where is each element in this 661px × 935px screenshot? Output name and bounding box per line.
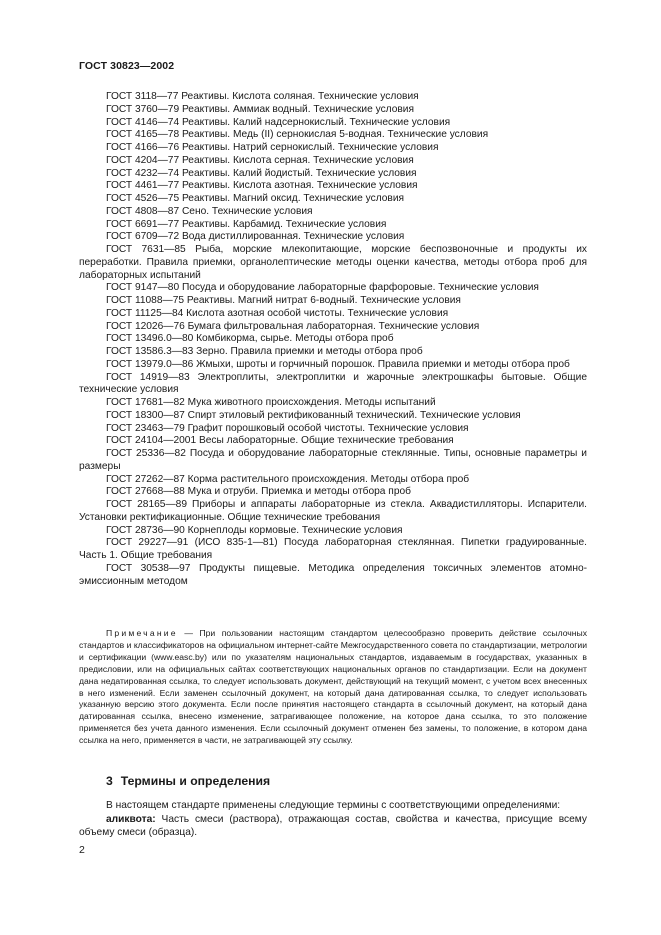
section-body — [79, 799, 587, 840]
reference-item: ГОСТ 4232—74 Реактивы. Калий йодистый. Технические условия — [106, 167, 417, 179]
reference-item: ГОСТ 6691—77 Реактивы. Карбамид. Технические условия — [106, 218, 387, 230]
reference-item: ГОСТ 23463—79 Графит порошковый особой чистоты. Технические условия — [106, 422, 469, 434]
reference-item: ГОСТ 28736—90 Корнеплоды кормовые. Технические условия — [106, 524, 403, 536]
document-header: ГОСТ 30823—2002 — [79, 60, 175, 72]
section-heading — [106, 774, 270, 788]
reference-item: ГОСТ 9147—80 Посуда и оборудование лабораторные фарфоровые. Технические условия — [106, 282, 539, 294]
reference-item: ГОСТ 29227—91 (ИСО 835-1—81) Посуда лабораторная стеклянная. Пипетки градуированные. Часть 1. Общие требования — [79, 537, 587, 561]
reference-item: ГОСТ 25336—82 Посуда и оборудование лабораторные стеклянные. Типы, основные параметры и размеры — [79, 448, 587, 472]
reference-item: ГОСТ 27668—88 Мука и отруби. Приемка и методы отбора проб — [106, 486, 411, 498]
note-paragraph — [79, 628, 587, 747]
definition-term: аликвота: — [106, 813, 156, 825]
reference-item: ГОСТ 11125—84 Кислота азотная особой чистоты. Технические условия — [106, 307, 449, 319]
note-text: — При пользовании настоящим стандартом целесообразно проверить действие ссылочных стандартов и классификаторов на официальном интернет-сайте Межгосударственного совета по стандартизации, метрологии и сертификации (www.easc.by) или по указателям национальных стандартов, издаваемым в государствах, указанных в предисловии, или на официальных сайтах соответствующих национальных органов по стандартизации. Если на документ дана недатированная ссылка, то следует использовать документ, действующий на текущий момент, с учетом всех внесенных в него изменений. Если заменен ссылочный документ, на который дана датированная ссылка, то следует использовать указанную версию этого документа. Если после принятия настоящего стандарта в ссылочный документ, на который дана датированная ссылка, внесено изменение, затрагивающее положение, на которое дана ссылка, то это положение применяется без учета данного изменения. Если ссылочный документ отменен без замены, то положение, в котором дана ссылка на него, применяется в части, не затрагивающей эту ссылку. — [79, 628, 587, 746]
reference-item: ГОСТ 4808—87 Сено. Технические условия — [106, 205, 313, 217]
page-number: 2 — [79, 844, 85, 856]
reference-item: ГОСТ 3760—79 Реактивы. Аммиак водный. Технические условия — [106, 103, 415, 115]
reference-item: ГОСТ 27262—87 Корма растительного происхождения. Методы отбора проб — [106, 473, 470, 485]
reference-item: ГОСТ 13979.0—86 Жмыхи, шроты и горчичный порошок. Правила приемки и методы отбора проб — [106, 358, 570, 370]
reference-item: ГОСТ 13496.0—80 Комбикорма, сырье. Методы отбора проб — [106, 333, 394, 345]
reference-item: ГОСТ 7631—85 Рыба, морские млекопитающие, морские беспозвоночные и продукты их переработки. Правила приемки, органолептические методы оценки качества, методы отбора проб для лабораторных испытаний — [79, 244, 587, 281]
reference-item: ГОСТ 3118—77 Реактивы. Кислота соляная. Технические условия — [106, 91, 419, 102]
normative-references-list — [79, 91, 587, 588]
note-label: Примечание — [106, 628, 178, 638]
section-number: 3 — [106, 774, 113, 788]
reference-item: ГОСТ 18300—87 Спирт этиловый ректификованный технический. Технические условия — [106, 409, 521, 421]
reference-item: ГОСТ 30538—97 Продукты пищевые. Методика определения токсичных элементов атомно-эмиссионным методом — [79, 562, 587, 587]
reference-item: ГОСТ 13586.3—83 Зерно. Правила приемки и методы отбора проб — [106, 346, 423, 357]
reference-item: ГОСТ 11088—75 Реактивы. Магний нитрат 6-водный. Технические условия — [106, 295, 461, 306]
reference-item: ГОСТ 6709—72 Вода дистиллированная. Технические условия — [106, 231, 405, 243]
intro-paragraph: В настоящем стандарте применены следующие термины с соответствующими определениями: — [106, 800, 561, 811]
reference-item: ГОСТ 4204—77 Реактивы. Кислота серная. Технические условия — [106, 154, 414, 166]
definition-text: Часть смеси (раствора), отражающая состав, свойства и качества, присущие всему объему смеси (образца). — [79, 813, 587, 838]
reference-item: ГОСТ 4146—74 Реактивы. Калий надсернокислый. Технические условия — [106, 116, 451, 128]
reference-item: ГОСТ 4166—76 Реактивы. Натрий сернокислый. Технические условия — [106, 142, 439, 153]
reference-item: ГОСТ 12026—76 Бумага фильтровальная лабораторная. Технические условия — [106, 320, 480, 332]
definition-paragraph — [79, 813, 587, 840]
section-title: Термины и определения — [120, 774, 271, 788]
reference-item: ГОСТ 14919—83 Электроплиты, электроплитки и жарочные электрошкафы бытовые. Общие технические условия — [79, 371, 587, 396]
reference-item: ГОСТ 24104—2001 Весы лабораторные. Общие технические требования — [106, 435, 454, 447]
reference-item: ГОСТ 4526—75 Реактивы. Магний оксид. Технические условия — [106, 193, 405, 204]
reference-item: ГОСТ 28165—89 Приборы и аппараты лабораторные из стекла. Аквадистилляторы. Испарители. Установки ректификационные. Общие технические требования — [79, 499, 587, 523]
reference-item: ГОСТ 17681—82 Мука животного происхождения. Методы испытаний — [106, 397, 436, 408]
reference-item: ГОСТ 4165—78 Реактивы. Медь (II) сернокислая 5-водная. Технические условия — [106, 129, 489, 141]
reference-item: ГОСТ 4461—77 Реактивы. Кислота азотная. Технические условия — [106, 180, 418, 192]
